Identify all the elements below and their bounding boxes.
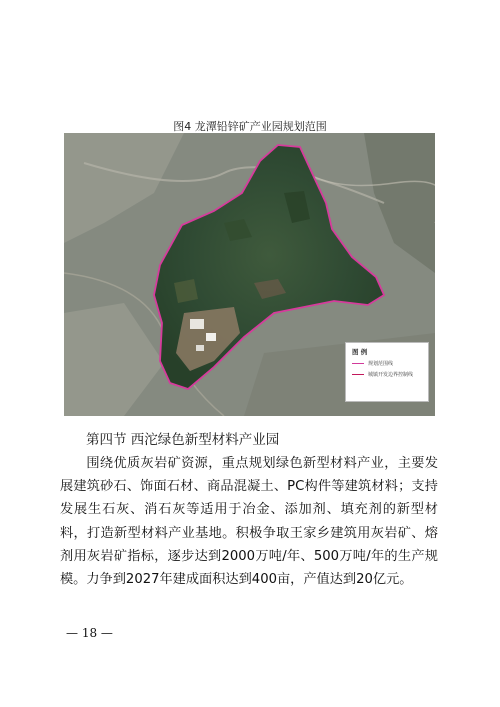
map-legend xyxy=(345,342,429,402)
legend-item xyxy=(346,367,428,378)
legend-swatch xyxy=(352,374,364,375)
body-paragraph: 围绕优质灰岩矿资源，重点规划绿色新型材料产业，主要发展建筑砂石、饰面石材、商品混凝土、PC构件等建筑材料；支持发展生石灰、消石灰等适用于冶金、添加剂、填充剂的新型材料，打造新型材料产业基地。积极争取王家乡建筑用灰岩矿、熔剂用灰岩矿指标，逐步达到2000万吨/年、500万吨/年的生产规模。力争到2027年建成面积达到400亩，产值达到20亿元。 xyxy=(60,456,438,588)
legend-title: 图 例 xyxy=(352,348,368,356)
legend-swatch xyxy=(352,363,364,364)
legend-item xyxy=(346,356,428,367)
legend-label: 城镇开发边界控制线 xyxy=(368,372,414,378)
figure-caption: 图4 龙潭铅锌矿产业园规划范围 xyxy=(173,120,327,133)
legend-label: 规划范围线 xyxy=(368,361,394,367)
page-number: — 18 — xyxy=(66,626,113,640)
section-heading: 第四节 西沱绿色新型材料产业园 xyxy=(86,432,280,448)
satellite-map xyxy=(64,133,435,416)
